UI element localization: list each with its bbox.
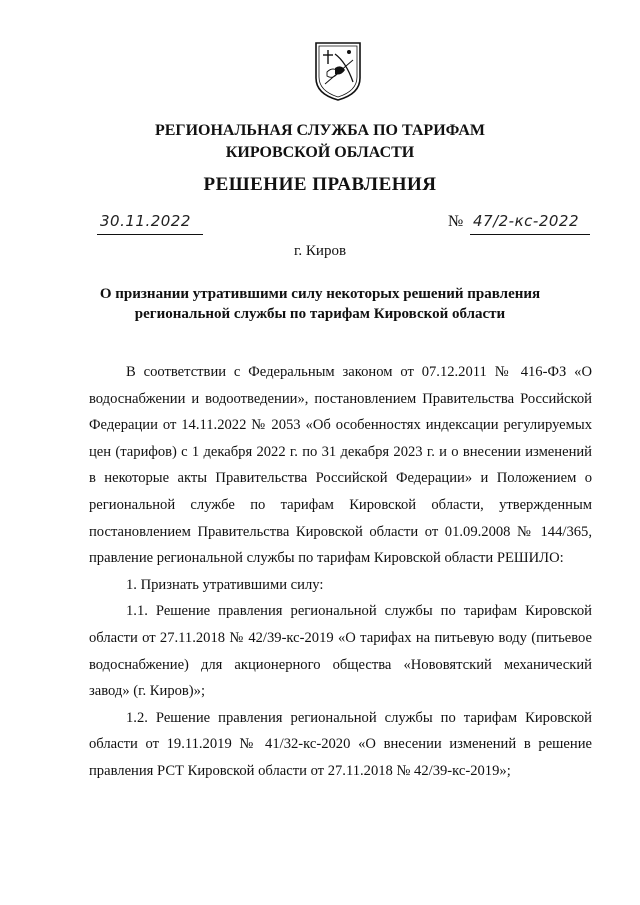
organization-name <box>0 120 640 164</box>
item-1-2: 1.2. Решение правления региональной службы по тарифам Кировской области от 19.11.2019 № 41/32-кс-2020 «О внесении изменений в решение правления РСТ Кировской области от 27.11.2018 № 42/39-кс-2019»; <box>89 709 592 779</box>
document-type: РЕШЕНИЕ ПРАВЛЕНИЯ <box>203 174 437 195</box>
document-subject <box>0 284 640 324</box>
document-date: 30.11.2022 <box>100 212 191 230</box>
kirov-coat-of-arms-icon <box>313 40 363 102</box>
item-1: 1. Признать утратившими силу: <box>126 576 324 593</box>
document-body <box>89 359 592 785</box>
item-1-1: 1.1. Решение правления региональной службы по тарифам Кировской области от 27.11.2018 № 42/39-кс-2019 «О тарифах на питьевую воду (питьевое водоснабжение) для акционерного общества «Нововятский механический завод» (г. Киров)»; <box>89 603 592 700</box>
city: г. Киров <box>293 243 347 259</box>
organization-name-line2: КИРОВСКОЙ ОБЛАСТИ <box>225 144 415 161</box>
preamble-paragraph: В соответствии с Федеральным законом от 07.12.2011 № 416-ФЗ «О водоснабжении и водоотведении», постановлением Правительства Российской Федерации от 14.11.2022 № 2053 «Об особенностях индексации регулируемых цен (тарифов) с 1 декабря 2022 г. по 31 декабря 2023 г. и о внесении изменений в некоторые акты Правительства Российской Федерации» и Положением о региональной службе по тарифам Кировской области, утвержденным постановлением Правительства Кировской области от 01.09.2008 № 144/365, правление региональной службы по тарифам Кировской области РЕШИЛО: <box>89 364 592 567</box>
subject-line1: О признании утратившими силу некоторых решений правления <box>99 286 541 302</box>
document-number: 47/2-кс-2022 <box>473 212 579 230</box>
organization-name-line1: РЕГИОНАЛЬНАЯ СЛУЖБА ПО ТАРИФАМ <box>154 122 486 139</box>
subject-line2: региональной службы по тарифам Кировской области <box>134 306 506 322</box>
number-sign: № <box>448 213 464 230</box>
